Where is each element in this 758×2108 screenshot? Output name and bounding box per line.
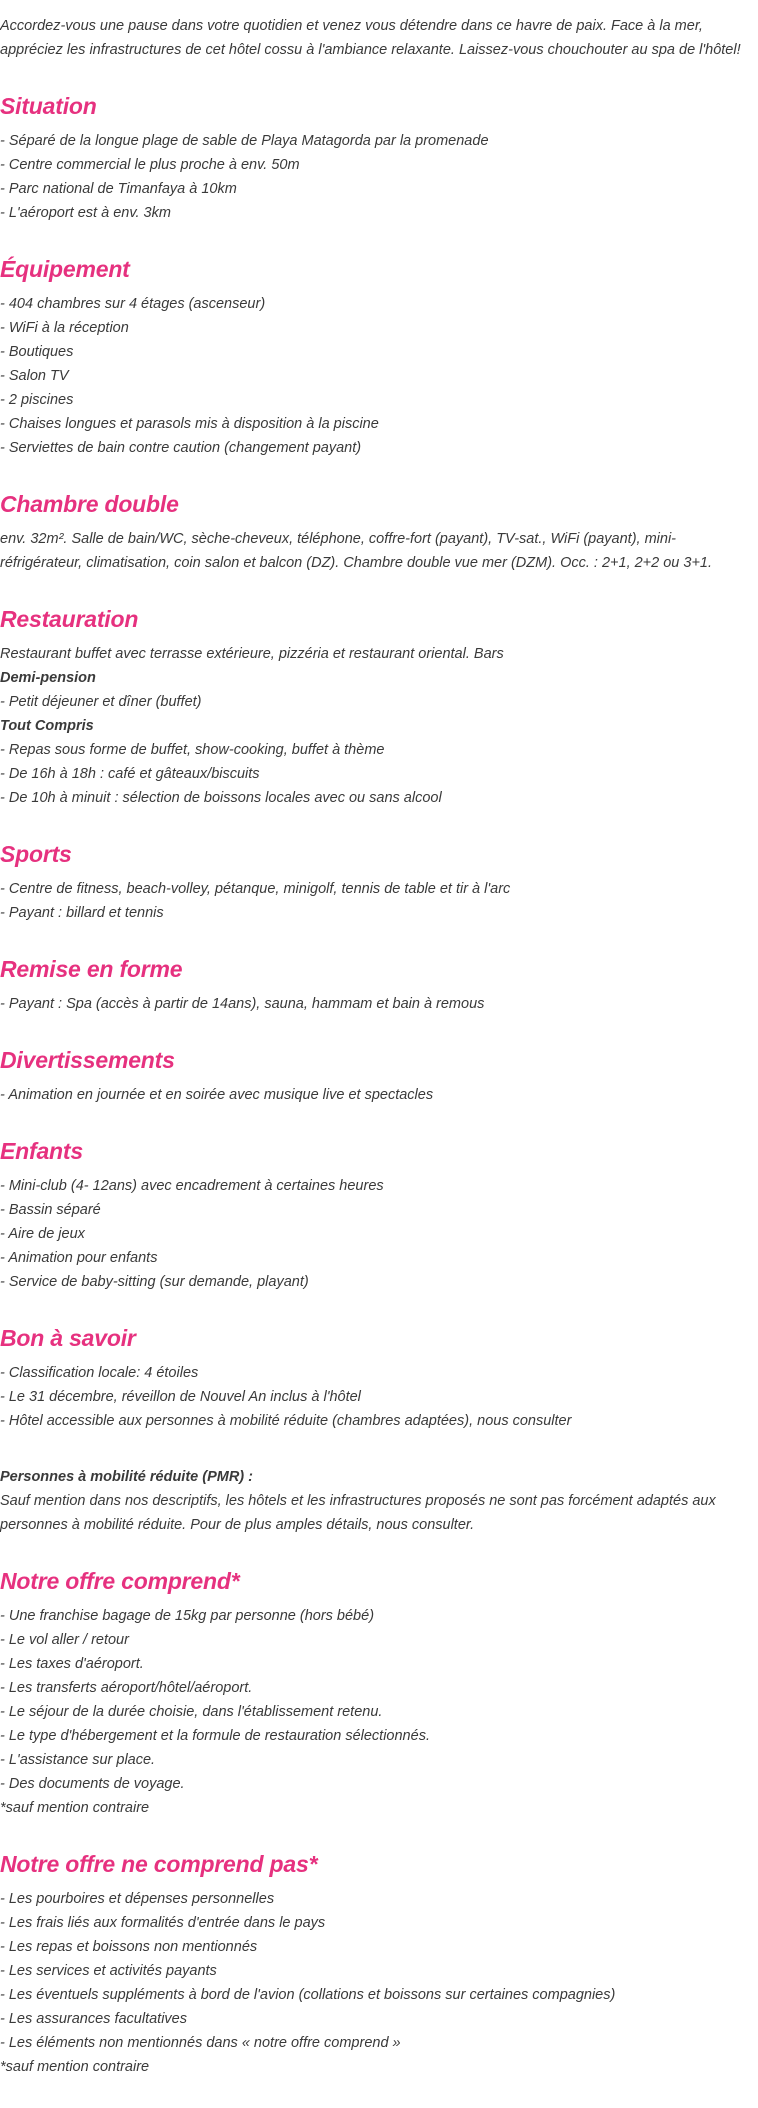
sports-list: [0, 877, 752, 925]
list-item: - Classification locale: 4 étoiles: [0, 1365, 199, 1381]
list-item: - Service de baby-sitting (sur demande, playant): [0, 1274, 309, 1290]
list-item: - WiFi à la réception: [0, 320, 129, 336]
list-item: - Les transferts aéroport/hôtel/aéroport.: [0, 1680, 253, 1696]
list-item: - Mini-club (4- 12ans) avec encadrement à certaines heures: [0, 1178, 384, 1194]
divertissements-heading: Divertissements: [0, 1047, 175, 1073]
chambre-text: env. 32m². Salle de bain/WC, sèche-cheveux, téléphone, coffre-fort (payant), TV-sat., WiFi (payant), mini-réfrigérateur, climatisation, coin salon et balcon (DZ). Chambre double vue mer (DZM). Occ. : 2+1, 2+2 ou 3+1.: [0, 531, 713, 571]
list-item: - Centre de fitness, beach-volley, pétanque, minigolf, tennis de table et tir à l'arc: [0, 881, 511, 897]
pmr-title: Personnes à mobilité réduite (PMR) :: [0, 1469, 253, 1485]
list-item: - 2 piscines: [0, 392, 74, 408]
list-item: - Les taxes d'aéroport.: [0, 1656, 144, 1672]
offre-comprend-list: [0, 1604, 752, 1796]
list-item: - Parc national de Timanfaya à 10km: [0, 181, 237, 197]
situation-list: [0, 129, 752, 225]
divertissements-section: [0, 1046, 752, 1107]
list-item: - Les pourboires et dépenses personnelles: [0, 1891, 275, 1907]
list-item: - Des documents de voyage.: [0, 1776, 185, 1792]
list-item: - Les frais liés aux formalités d'entrée dans le pays: [0, 1915, 326, 1931]
list-item: - De 16h à 18h : café et gâteaux/biscuits: [0, 766, 260, 782]
list-item: - Repas sous forme de buffet, show-cooking, buffet à thème: [0, 742, 385, 758]
sports-section: [0, 840, 752, 925]
offre-ne-comprend-list: [0, 1887, 752, 2055]
offre-ne-comprend-section: [0, 1850, 752, 2079]
list-item: - Le 31 décembre, réveillon de Nouvel An inclus à l'hôtel: [0, 1389, 361, 1405]
list-item: - Bassin séparé: [0, 1202, 101, 1218]
bon-a-savoir-section: [0, 1324, 752, 1537]
list-item: - Centre commercial le plus proche à env. 50m: [0, 157, 300, 173]
pmr-text: Sauf mention dans nos descriptifs, les hôtels et les infrastructures proposés ne sont pas forcément adaptés aux personnes à mobilité réduite. Pour de plus amples détails, nous consulter.: [0, 1493, 716, 1533]
restauration-heading: Restauration: [0, 606, 139, 632]
remise-heading: Remise en forme: [0, 956, 183, 982]
offre-comprend-heading: Notre offre comprend*: [0, 1568, 240, 1594]
demi-pension-list: [0, 690, 752, 714]
list-item: - 404 chambres sur 4 étages (ascenseur): [0, 296, 266, 312]
offre-comprend-section: [0, 1567, 752, 1820]
equipement-heading: Équipement: [0, 256, 130, 282]
enfants-list: [0, 1174, 752, 1294]
list-item: - Les assurances facultatives: [0, 2011, 187, 2027]
list-item: - L'aéroport est à env. 3km: [0, 205, 171, 221]
list-item: - Les éléments non mentionnés dans « notre offre comprend »: [0, 2035, 401, 2051]
equipement-section: [0, 255, 752, 460]
restauration-text: Restaurant buffet avec terrasse extérieure, pizzéria et restaurant oriental. Bars: [0, 646, 504, 662]
list-item: - Serviettes de bain contre caution (changement payant): [0, 440, 362, 456]
list-item: - Le séjour de la durée choisie, dans l'établissement retenu.: [0, 1704, 383, 1720]
tout-compris-label: Tout Compris: [0, 718, 94, 734]
list-item: - Payant : Spa (accès à partir de 14ans), sauna, hammam et bain à remous: [0, 996, 485, 1012]
bon-a-savoir-list: [0, 1361, 752, 1433]
list-item: - Hôtel accessible aux personnes à mobilité réduite (chambres adaptées), nous consulter: [0, 1413, 572, 1429]
equipement-list: [0, 292, 752, 460]
restauration-section: [0, 605, 752, 810]
list-item: - L'assistance sur place.: [0, 1752, 156, 1768]
tout-compris-list: [0, 738, 752, 810]
offre-ne-comprend-note: *sauf mention contraire: [0, 2059, 150, 2075]
list-item: - Aire de jeux: [0, 1226, 85, 1242]
list-item: - Chaises longues et parasols mis à disposition à la piscine: [0, 416, 379, 432]
offre-comprend-note: *sauf mention contraire: [0, 1800, 150, 1816]
chambre-section: [0, 490, 752, 575]
divertissements-list: [0, 1083, 752, 1107]
bon-a-savoir-heading: Bon à savoir: [0, 1325, 136, 1351]
situation-heading: Situation: [0, 93, 97, 119]
list-item: - Une franchise bagage de 15kg par personne (hors bébé): [0, 1608, 375, 1624]
list-item: - Le type d'hébergement et la formule de restauration sélectionnés.: [0, 1728, 430, 1744]
list-item: - Les repas et boissons non mentionnés: [0, 1939, 258, 1955]
chambre-heading: Chambre double: [0, 491, 179, 517]
list-item: - Petit déjeuner et dîner (buffet): [0, 694, 202, 710]
list-item: - Séparé de la longue plage de sable de Playa Matagorda par la promenade: [0, 133, 489, 149]
list-item: - Les services et activités payants: [0, 1963, 217, 1979]
offre-ne-comprend-heading: Notre offre ne comprend pas*: [0, 1851, 318, 1877]
remise-list: [0, 992, 752, 1016]
remise-section: [0, 955, 752, 1016]
list-item: - De 10h à minuit : sélection de boissons locales avec ou sans alcool: [0, 790, 442, 806]
list-item: - Animation pour enfants: [0, 1250, 158, 1266]
intro-paragraph: Accordez-vous une pause dans votre quotidien et venez vous détendre dans ce havre de paix. Face à la mer, appréciez les infrastructures de cet hôtel cossu à l'ambiance relaxante. Laissez-vous chouchouter au spa de l'hôtel!: [0, 18, 741, 58]
spacer: [0, 1433, 752, 1457]
enfants-heading: Enfants: [0, 1138, 83, 1164]
list-item: - Salon TV: [0, 368, 69, 384]
list-item: - Boutiques: [0, 344, 74, 360]
list-item: - Payant : billard et tennis: [0, 905, 164, 921]
sports-heading: Sports: [0, 841, 72, 867]
enfants-section: [0, 1137, 752, 1294]
list-item: - Animation en journée et en soirée avec musique live et spectacles: [0, 1087, 434, 1103]
list-item: - Les éventuels suppléments à bord de l'avion (collations et boissons sur certaines compagnies): [0, 1987, 616, 2003]
spacer: [0, 1457, 752, 1465]
demi-pension-label: Demi-pension: [0, 670, 96, 686]
list-item: - Le vol aller / retour: [0, 1632, 129, 1648]
situation-section: [0, 92, 752, 225]
